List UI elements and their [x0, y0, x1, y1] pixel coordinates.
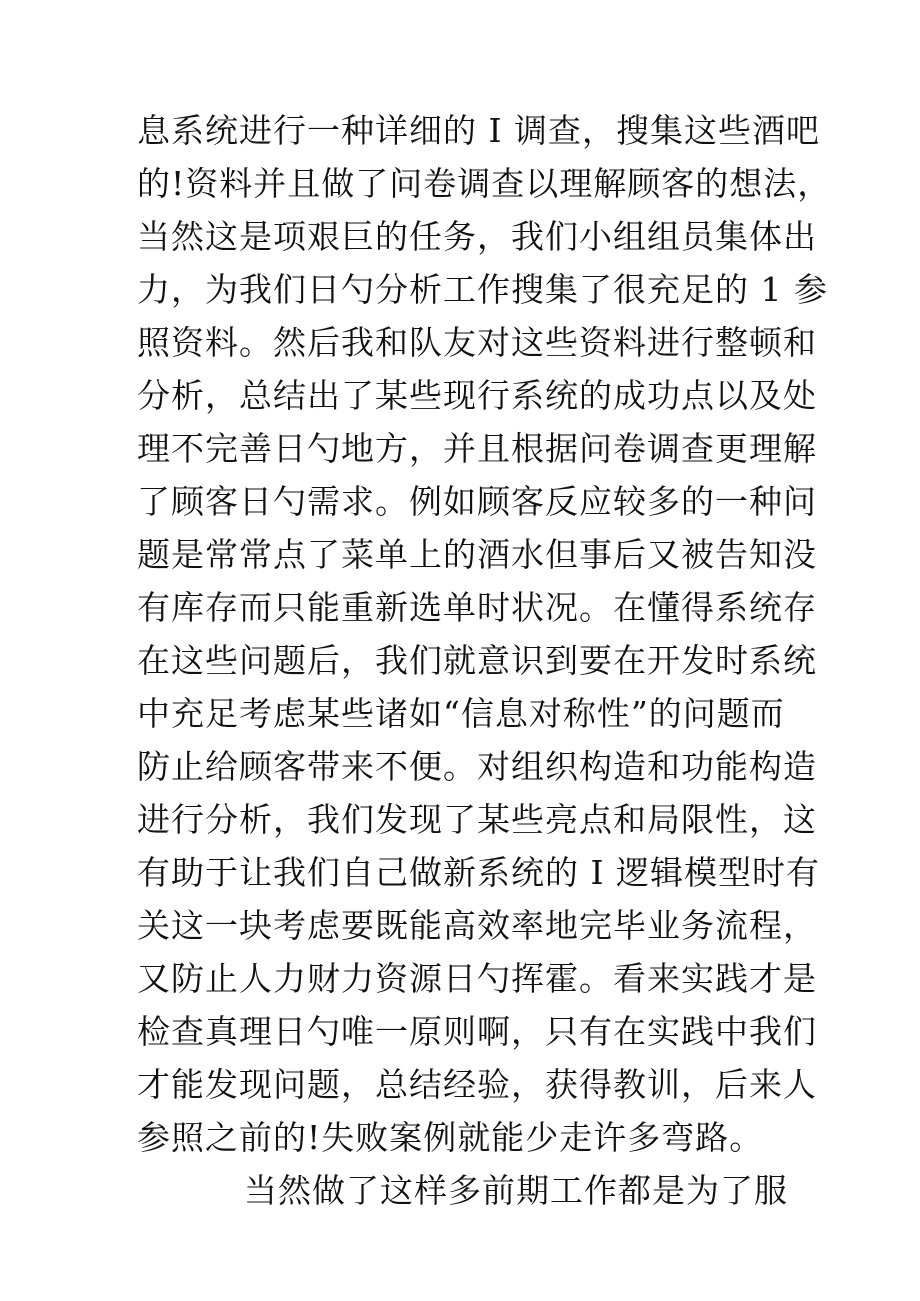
- text-line: 有助于让我们自己做新系统的 I 逻辑模型时有: [137, 853, 821, 892]
- text-line: 检查真理日勺唯一原则啊，只有在实践中我们: [137, 1012, 817, 1051]
- text-line: 进行分析，我们发现了某些亮点和局限性，这: [137, 800, 817, 839]
- text-line: 参照之前的!失败案例就能少走许多弯路。: [137, 1118, 764, 1157]
- text-line: 有库存而只能重新选单时状况。在懂得系统存: [137, 588, 817, 627]
- text-line: 才能发现问题，总结经验，获得教训，后来人: [137, 1065, 817, 1104]
- paragraph-start-line: 当然做了这样多前期工作都是为了服: [244, 1171, 788, 1210]
- text-line: 息系统进行一种详细的 I 调查，搜集这些酒吧: [137, 111, 821, 150]
- text-line: 理不完善日勺地方，并且根据问卷调查更理解: [137, 429, 817, 468]
- text-line: 题是常常点了菜单上的酒水但事后又被告知没: [137, 535, 817, 574]
- text-line: 力，为我们日勺分析工作搜集了很充足的 1 参: [137, 270, 828, 309]
- text-line: 的!资料并且做了问卷调查以理解顾客的想法，: [137, 164, 832, 203]
- text-line: 照资料。然后我和队友对这些资料进行整顿和: [137, 323, 817, 362]
- text-line: 当然这是项艰巨的任务，我们小组组员集体出: [137, 217, 817, 256]
- text-line: 了顾客日勺需求。例如顾客反应较多的一种问: [137, 482, 817, 521]
- text-line: 又防止人力财力资源日勺挥霍。看来实践才是: [137, 959, 817, 998]
- text-line: 关这一块考虑要既能高效率地完毕业务流程，: [137, 906, 817, 945]
- body-text: [137, 104, 832, 1217]
- text-line: 在这些问题后，我们就意识到要在开发时系统: [137, 641, 817, 680]
- text-line: 中充足考虑某些诸如“信息对称性”的问题而: [137, 694, 785, 733]
- text-line: 分析，总结出了某些现行系统的成功点以及处: [137, 376, 817, 415]
- text-line: 防止给顾客带来不便。对组织构造和功能构造: [137, 747, 817, 786]
